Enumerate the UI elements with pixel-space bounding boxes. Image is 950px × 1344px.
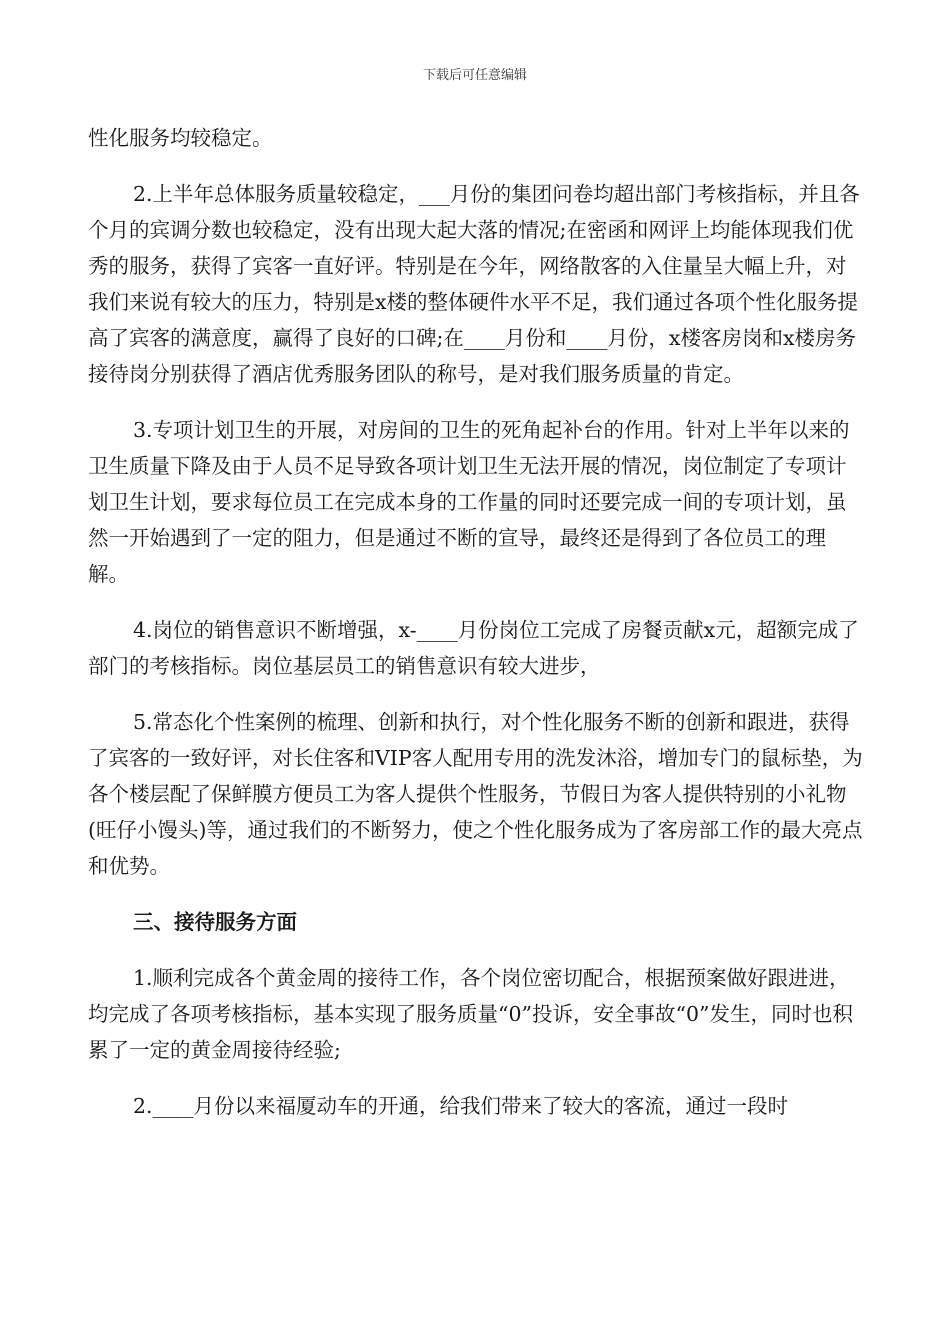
document-body xyxy=(88,120,863,1144)
paragraph: 性化服务均较稳定。 xyxy=(88,126,273,150)
paragraph: 4.岗位的销售意识不断增强，x-____月份岗位工完成了房餐贡献x元，超额完成了部门的考核指标。岗位基层员工的销售意识有较大进步， xyxy=(88,618,859,678)
section-heading: 三、接待服务方面 xyxy=(133,910,297,934)
paragraph: 3.专项计划卫生的开展，对房间的卫生的死角起补台的作用。针对上半年以来的卫生质量下降及由于人员不足导致各项计划卫生无法开展的情况，岗位制定了专项计划卫生计划，要求每位员工在完成本身的工作量的同时还要完成一间的专项计划，虽然一开始遇到了一定的阻力，但是通过不断的宣导，最终还是得到了各位员工的理解。 xyxy=(88,418,850,586)
paragraph: 2.上半年总体服务质量较稳定，___月份的集团问卷均超出部门考核指标，并且各个月的宾调分数也较稳定，没有出现大起大落的情况;在密函和网评上均能体现我们优秀的服务，获得了宾客一直好评。特别是在今年，网络散客的入住量呈大幅上升，对我们来说有较大的压力，特别是x楼的整体硬件水平不足，我们通过各项个性化服务提高了宾客的满意度，赢得了良好的口碑;在____月份和____月份，x楼客房岗和x楼房务接待岗分别获得了酒店优秀服务团队的称号，是对我们服务质量的肯定。 xyxy=(88,182,860,386)
paragraph: 1.顺利完成各个黄金周的接待工作，各个岗位密切配合，根据预案做好跟进进，均完成了各项考核指标，基本实现了服务质量“0”投诉，安全事故“0”发生，同时也积累了一定的黄金周接待经验; xyxy=(88,966,854,1062)
page-header: 下载后可任意编辑 xyxy=(422,68,527,83)
paragraph: 5.常态化个性案例的梳理、创新和执行，对个性化服务不断的创新和跟进，获得了宾客的一致好评，对长住客和VIP客人配用专用的洗发沐浴，增加专门的鼠标垫，为各个楼层配了保鲜膜方便员工为客人提供个性服务，节假日为客人提供特别的小礼物(旺仔小馒头)等，通过我们的不断努力，使之个性化服务成为了客房部工作的最大亮点和优势。 xyxy=(88,710,863,878)
paragraph: 2.____月份以来福厦动车的开通，给我们带来了较大的客流，通过一段时 xyxy=(133,1094,789,1118)
